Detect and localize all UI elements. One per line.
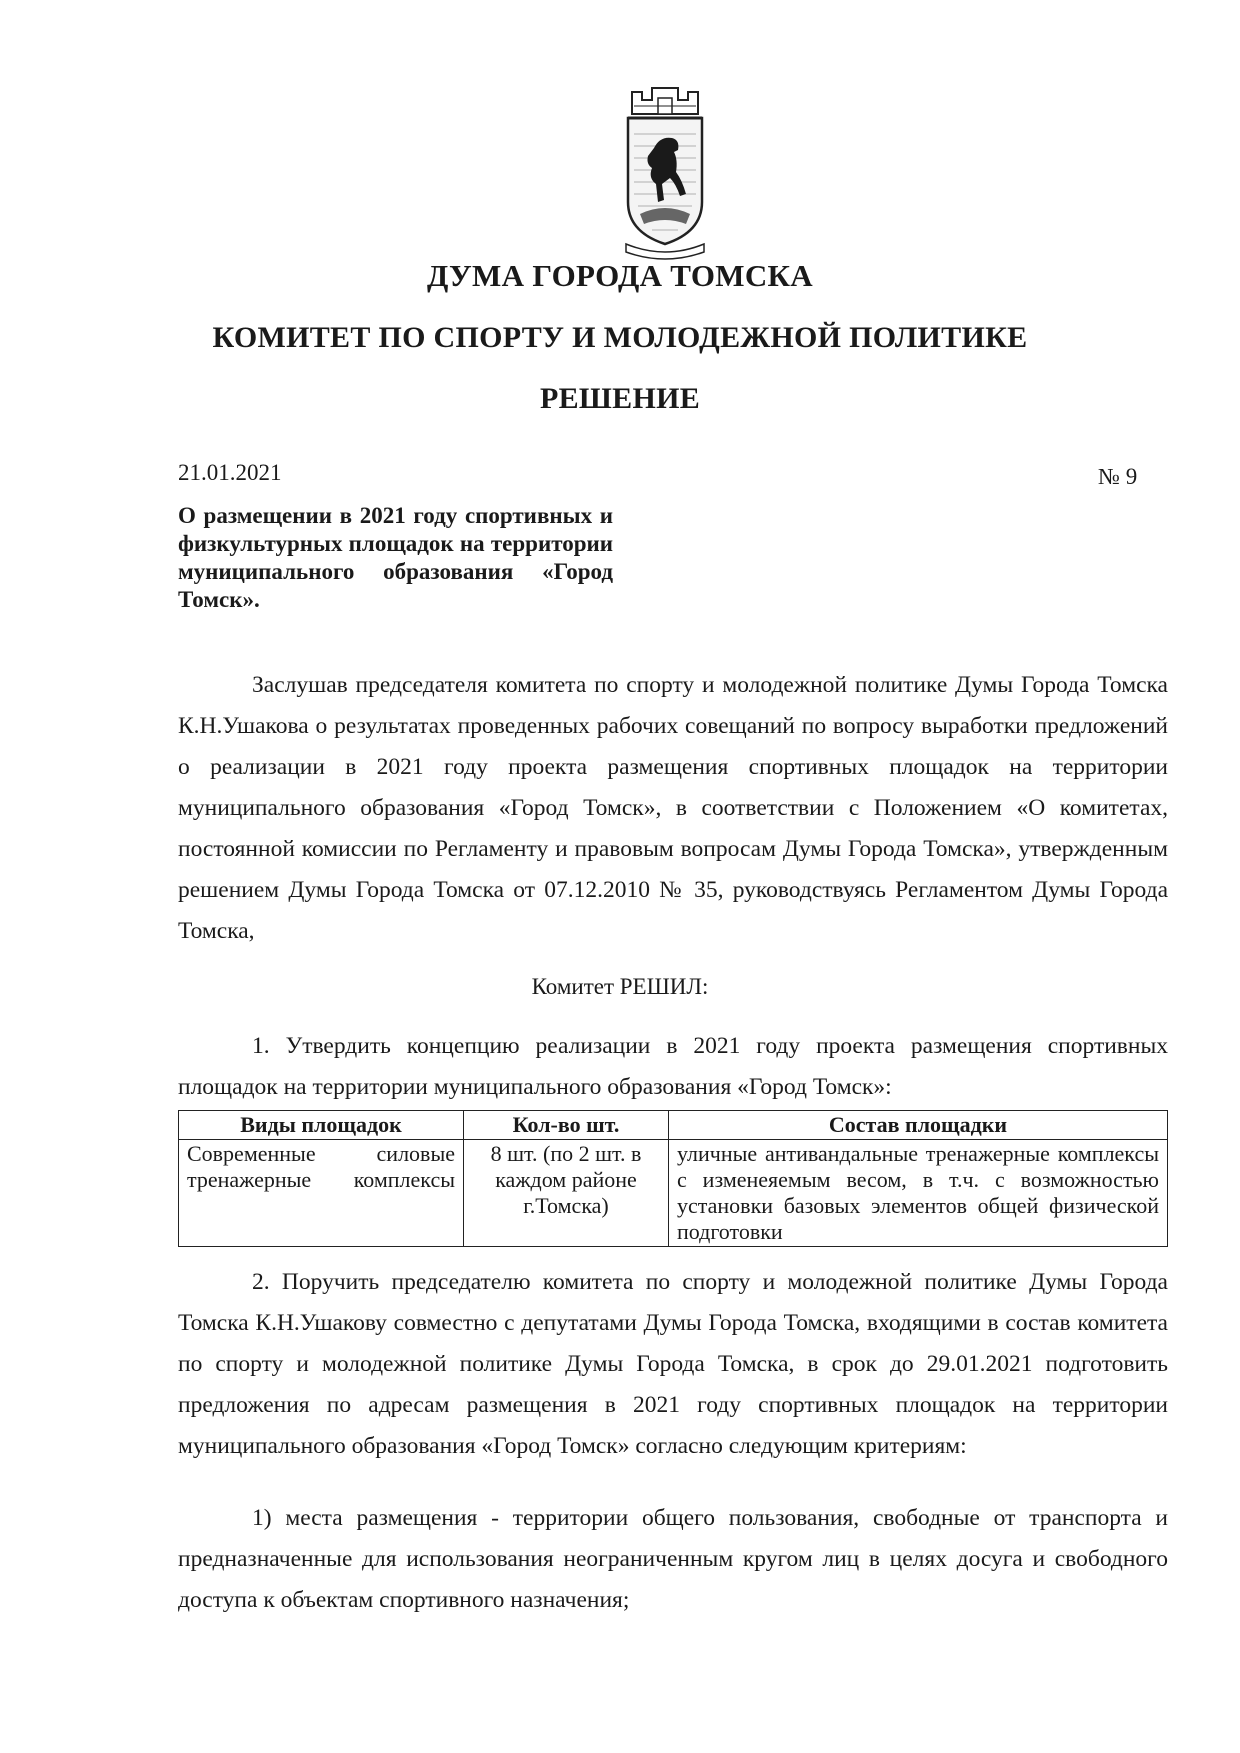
item-2-criterion-1-paragraph: 1) места размещения - территории общего пользования, свободные от транспорта и предназначенные для использования неограниченным кругом лиц в целях досуга и свободного доступа к объектам спортивного назначения; — [178, 1505, 1168, 1613]
committee-title: КОМИТЕТ ПО СПОРТУ И МОЛОДЕЖНОЙ ПОЛИТИКЕ — [212, 321, 1028, 354]
document-date: 21.01.2021 — [178, 460, 282, 485]
table-header-composition: Состав площадки — [669, 1111, 1168, 1140]
table-header-type: Виды площадок — [179, 1111, 464, 1140]
table-cell-type: Современные силовые тренажерные комплексы — [179, 1140, 464, 1247]
coat-of-arms-icon — [620, 84, 710, 262]
table-header-row — [179, 1111, 1168, 1140]
table-row — [179, 1140, 1168, 1247]
table-cell-count: 8 шт. (по 2 шт. в каждом районе г.Томска) — [464, 1140, 669, 1247]
table-header-count: Кол-во шт. — [464, 1111, 669, 1140]
document-type-title: РЕШЕНИЕ — [539, 382, 701, 415]
intro-paragraph: Заслушав председателя комитета по спорту и молодежной политике Думы Города Томска К.Н.Ушакова о результатах проведенных рабочих совещаний по вопросу выработки предложений о реализации в 2021 году проекта размещения спортивных площадок на территории муниципального образования «Город Томск», в соответствии с Положением «О комитетах, постоянной комиссии по Регламенту и правовым вопросам Думы Города Томска», утвержденным решением Думы Города Томска от 07.12.2010 № 35, руководствуясь Регламентом Думы Города Томска, — [178, 672, 1168, 944]
item-1-paragraph: 1. Утвердить концепцию реализации в 2021 году проекта размещения спортивных площадок на территории муниципального образования «Город Томск»: — [178, 1033, 1168, 1100]
organization-title: ДУМА ГОРОДА ТОМСКА — [427, 258, 813, 293]
item-2-paragraph: 2. Поручить председателю комитета по спорту и молодежной политике Думы Города Томска К.Н.Ушакову совместно с депутатами Думы Города Томска, входящими в состав комитета по спорту и молодежной политике Думы Города Томска, в срок до 29.01.2021 подготовить предложения по адресам размещения в 2021 году спортивных площадок на территории муниципального образования «Город Томск» согласно следующим критериям: — [178, 1269, 1168, 1459]
table-cell-composition: уличные антивандальные тренажерные комплексы с изменеяемым весом, в т.ч. с возможностью установки базовых элементов общей физической подготовки — [669, 1140, 1168, 1247]
document-subject: О размещении в 2021 году спортивных и физкультурных площадок на территории муниципального образования «Город Томск». — [178, 503, 613, 612]
document-number: № 9 — [1098, 464, 1138, 489]
resolved-heading: Комитет РЕШИЛ: — [531, 974, 709, 999]
sports-grounds-table — [178, 1110, 1168, 1247]
